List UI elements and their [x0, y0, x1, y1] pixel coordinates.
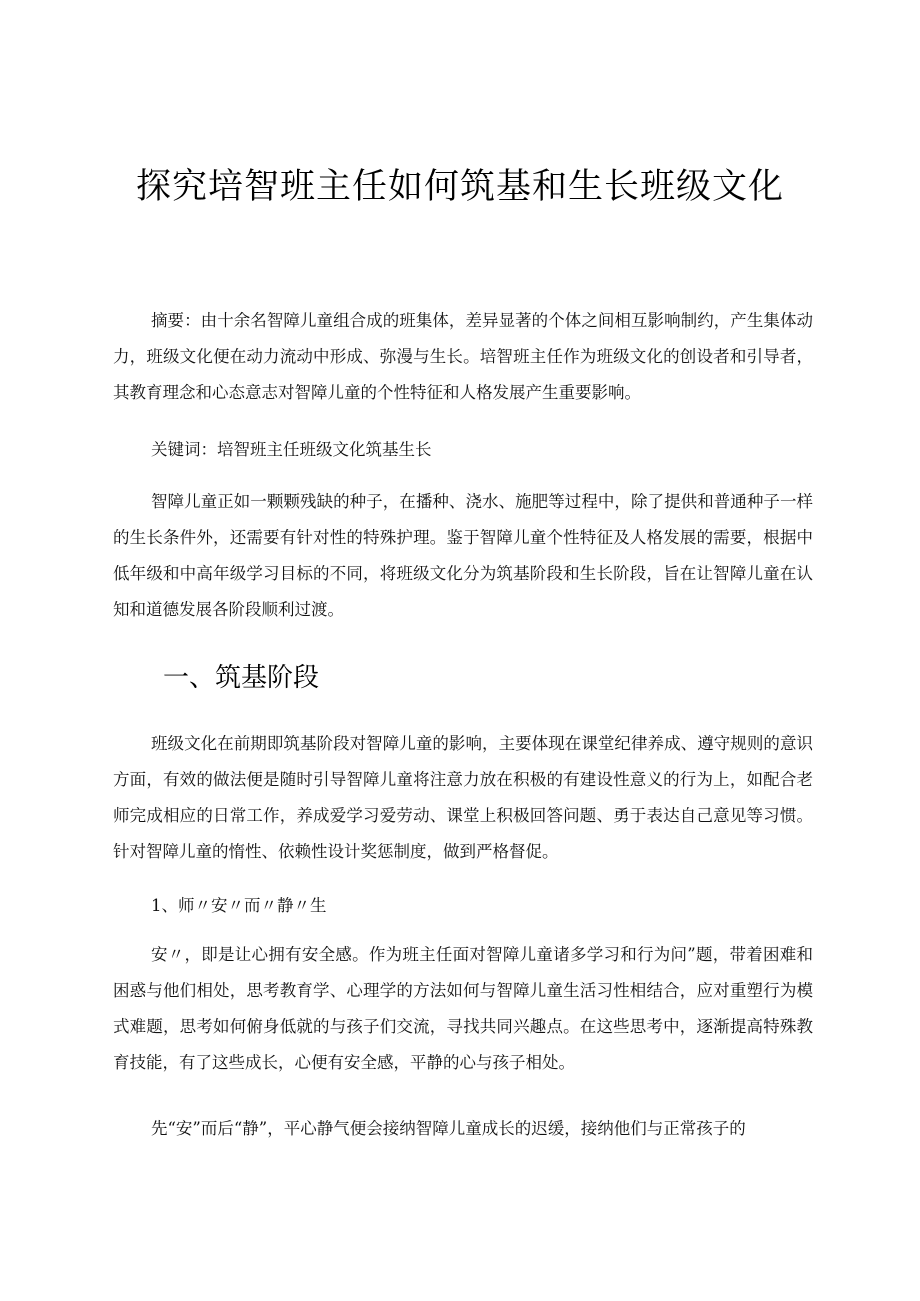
- abstract-paragraph: 摘要：由十余名智障儿童组合成的班集体，差异显著的个体之间相互影响制约，产生集体动力，班级文化便在动力流动中形成、弥漫与生长。培智班主任作为班级文化的创设者和引导者，其教育理念和心态意志对智障儿童的个性特征和人格发展产生重要影响。: [113, 311, 813, 402]
- keywords-line: 关键词：培智班主任班级文化筑基生长: [151, 440, 432, 459]
- calm-acceptance-paragraph: 先“安”而后“静”，平心静气便会接纳智障儿童成长的迟缓，接纳他们与正常孩子的: [151, 1119, 746, 1138]
- document-title: 探究培智班主任如何筑基和生长班级文化: [135, 167, 784, 207]
- intro-paragraph: 智障儿童正如一颗颗残缺的种子，在播种、浇水、施肥等过程中，除了提供和普通种子一样的生长条件外，还需要有针对性的特殊护理。鉴于智障儿童个性特征及人格发展的需要，根据中低年级和中高年级学习目标的不同，将班级文化分为筑基阶段和生长阶段，旨在让智障儿童在认知和道德发展各阶段顺利过渡。: [113, 492, 813, 619]
- security-paragraph: 安〃，即是让心拥有安全感。作为班主任面对智障儿童诸多学习和行为问”题，带着困难和困惑与他们相处，思考教育学、心理学的方法如何与智障儿童生活习性相结合，应对重塑行为模式难题，思考如何俯身低就的与孩子们交流，寻找共同兴趣点。在这些思考中，逐渐提高特殊教育技能，有了这些成长，心便有安全感，平静的心与孩子相处。: [113, 945, 813, 1072]
- subheading-teacher-calm: 1、师〃安〃而〃静〃生: [151, 896, 327, 915]
- foundation-stage-paragraph: 班级文化在前期即筑基阶段对智障儿童的影响，主要体现在课堂纪律养成、遵守规则的意识方面，有效的做法便是随时引导智障儿童将注意力放在积极的有建设性意义的行为上，如配合老师完成相应的日常工作，养成爱学习爱劳动、课堂上积极回答问题、勇于表达自己意见等习惯。针对智障儿童的惰性、依赖性设计奖惩制度，做到严格督促。: [113, 734, 813, 861]
- section-heading-foundation: 一、筑基阶段: [163, 663, 320, 693]
